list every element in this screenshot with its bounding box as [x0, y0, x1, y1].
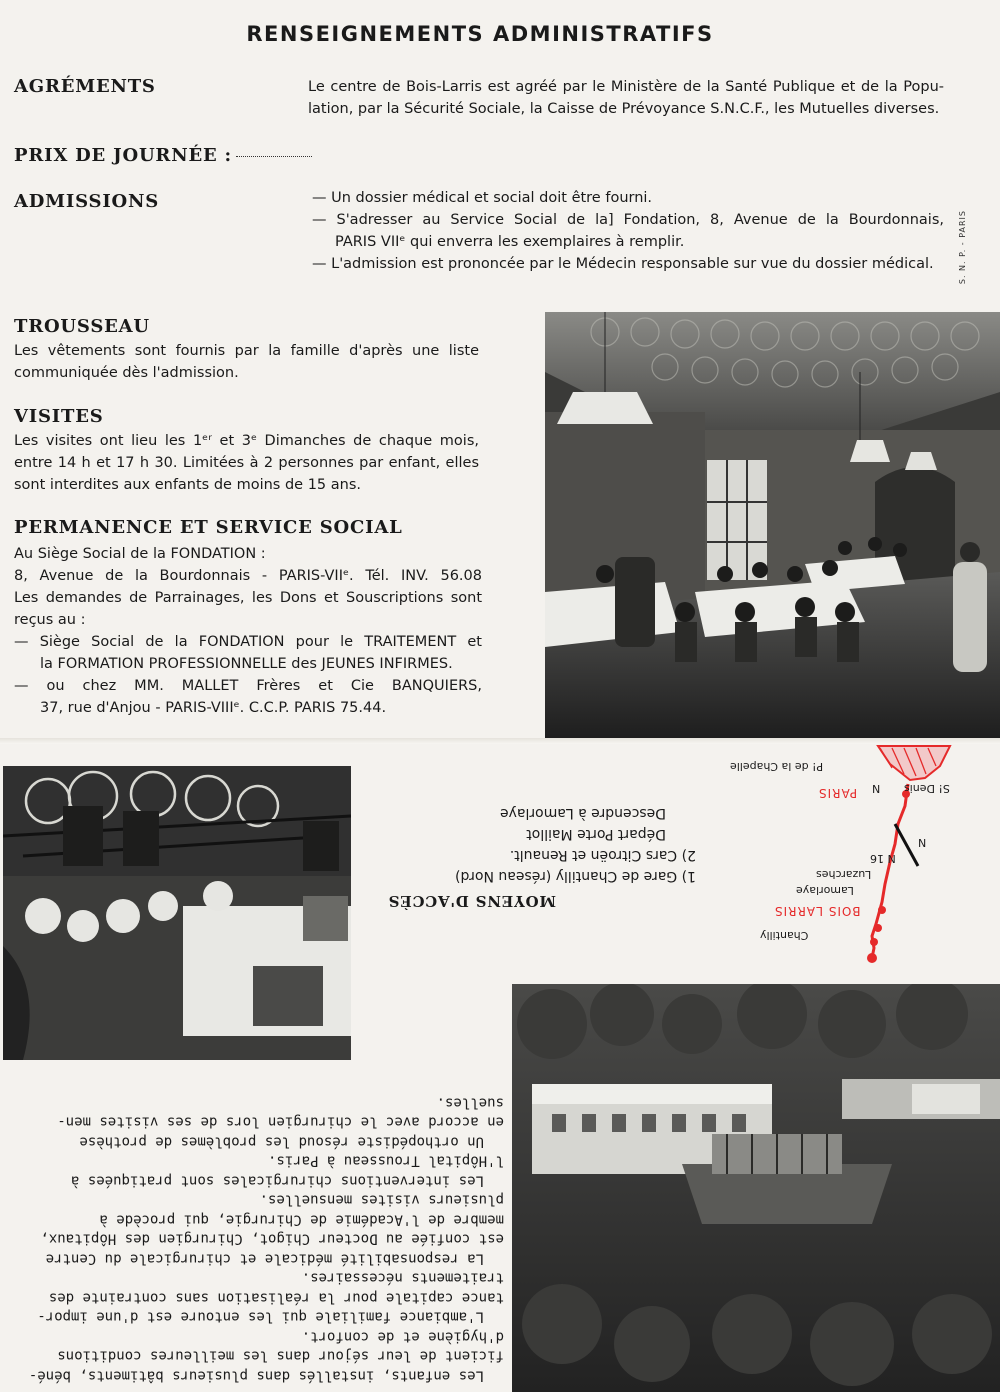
agrements-text: [308, 76, 944, 120]
acces-line: Descendre à Lamorlaye: [499, 805, 666, 821]
body-line: Les interventions chirurgicales sont pratiquées à: [70, 1172, 484, 1189]
admissions-text: [312, 187, 944, 275]
map-label-road: N 16: [870, 852, 896, 865]
visites-heading: VISITES: [14, 406, 104, 427]
agrements-heading: AGRÉMENTS: [14, 76, 156, 97]
permanence-line: Au Siège Social de la FONDATION :: [14, 546, 266, 562]
prix-label: PRIX DE JOURNÉE :: [14, 145, 232, 166]
body-line: Un orthopédiste résoud les problèmes de prothèse: [79, 1133, 484, 1150]
admissions-heading: ADMISSIONS: [14, 191, 160, 212]
map-label-porte: P! de la Chapelle: [730, 760, 824, 773]
acces-block: [376, 802, 696, 910]
acces-line: Départ Porte Maillot: [526, 826, 666, 842]
dining-hall-photo: [545, 312, 1000, 738]
admissions-line: — Un dossier médical et social doit être fourni.: [312, 190, 653, 206]
children-illustration: [3, 766, 351, 1060]
permanence-line: 8, Avenue de la Bourdonnais - PARIS-VIIᵉ. Tél. INV. 56.08: [14, 568, 482, 584]
body-line: L'ambiance familiale qui les entoure est d'une impor-: [37, 1309, 484, 1325]
admissions-line: — L'admission est prononcée par le Médecin responsable sur vue du dossier médical.: [312, 256, 934, 272]
permanence-line: 37, rue d'Anjou - PARIS-VIIIᵉ. C.C.P. PARIS 75.44.: [40, 700, 387, 716]
trousseau-text: [14, 340, 479, 384]
map-label-road-a: N: [918, 836, 927, 849]
dining-hall-illustration: [545, 312, 1000, 738]
body-line: suelles.: [436, 1094, 504, 1111]
map-label-luzarches: Luzarches: [816, 868, 872, 881]
body-line: ficient de leur séjour dans les meilleures conditions: [57, 1348, 504, 1364]
body-line: l'Hôpital Trousseau à Paris.: [267, 1153, 504, 1169]
admissions-line: — S'adresser au Service Social de la] Fondation, 8, Avenue de la Bourdonnais,: [312, 212, 944, 228]
map-label-lamorlaye: Lamorlaye: [796, 884, 854, 897]
permanence-line: Les demandes de Parrainages, les Dons et Souscriptions sont: [14, 590, 482, 606]
prix-heading: [14, 145, 312, 166]
body-text: [28, 1092, 504, 1385]
visites-text: [14, 430, 479, 496]
visites-line: entre 14 h et 17 h 30. Limitées à 2 personnes par enfant, elles: [14, 455, 479, 471]
agrements-line: Le centre de Bois-Larris est agréé par le Ministère de la Santé Publique et de la Popu-: [308, 79, 944, 95]
map-label-bois-larris: BOIS LARRIS: [774, 904, 861, 918]
trousseau-line: communiquée dès l'admission.: [14, 365, 239, 381]
body-text-block: [28, 1092, 504, 1385]
map-label-paris: PARIS: [818, 786, 858, 800]
map-label-road-b: N: [872, 782, 881, 795]
acces-heading: MOYENS D'ACCÈS: [387, 892, 556, 910]
printer-mark: S. N. P. - PARIS: [958, 210, 967, 285]
body-line: membre de l'Académie de Chirurgie, qui procède à: [99, 1211, 504, 1228]
building-illustration: [512, 984, 1000, 1392]
body-line: en accord avec le chirurgien lors de ses visites men-: [57, 1114, 504, 1130]
prix-dotted-line: [236, 156, 312, 157]
acces-text: [376, 802, 696, 886]
visites-line: sont interdites aux enfants de moins de 15 ans.: [14, 477, 361, 493]
body-line: d'hygiène et de confort.: [301, 1328, 504, 1345]
acces-line: 1) Gare de Chantilly (réseau Nord): [455, 868, 696, 884]
permanence-line: la FORMATION PROFESSIONNELLE des JEUNES INFIRMES.: [40, 656, 453, 672]
page-title: RENSEIGNEMENTS ADMINISTRATIFS: [246, 22, 714, 46]
permanence-line: — ou chez MM. MALLET Frères et Cie BANQUIERS,: [14, 678, 482, 694]
visites-line: Les visites ont lieu les 1ᵉʳ et 3ᵉ Dimanches de chaque mois,: [14, 433, 479, 449]
access-map: [730, 744, 990, 970]
map-label-st-denis: S! Denis: [904, 782, 950, 795]
trousseau-heading: TROUSSEAU: [14, 316, 150, 337]
building-photo: [512, 984, 1000, 1392]
body-line: est confiée au Docteur Chigot, Chirurgien des Hôpitaux,: [40, 1231, 504, 1247]
body-line: La responsabilité médicale et chirurgicale du Centre: [45, 1250, 484, 1267]
body-line: traitements nécessaires.: [301, 1270, 504, 1286]
children-photo: [3, 766, 351, 1060]
permanence-text: [14, 543, 482, 719]
map-label-chantilly: Chantilly: [760, 929, 809, 942]
body-line: plusieurs visites mensuelles.: [259, 1192, 504, 1208]
admissions-line: PARIS VIIᵉ qui enverra les exemplaires à remplir.: [335, 234, 685, 250]
permanence-line: reçus au :: [14, 612, 86, 628]
permanence-heading: PERMANENCE ET SERVICE SOCIAL: [14, 517, 403, 538]
agrements-line: lation, par la Sécurité Sociale, la Caisse de Prévoyance S.N.C.F., les Mutuelles diverses.: [308, 101, 940, 117]
permanence-line: — Siège Social de la FONDATION pour le TRAITEMENT et: [14, 634, 482, 650]
trousseau-line: Les vêtements sont fournis par la famille d'après une liste: [14, 343, 479, 359]
body-line: Les enfants, installés dans plusieurs bâtiments, béné-: [28, 1367, 484, 1384]
acces-line: 2) Cars Citroën et Renault.: [509, 847, 696, 863]
body-line: tance capitale pour la réalisation sans contrainte des: [48, 1289, 504, 1306]
